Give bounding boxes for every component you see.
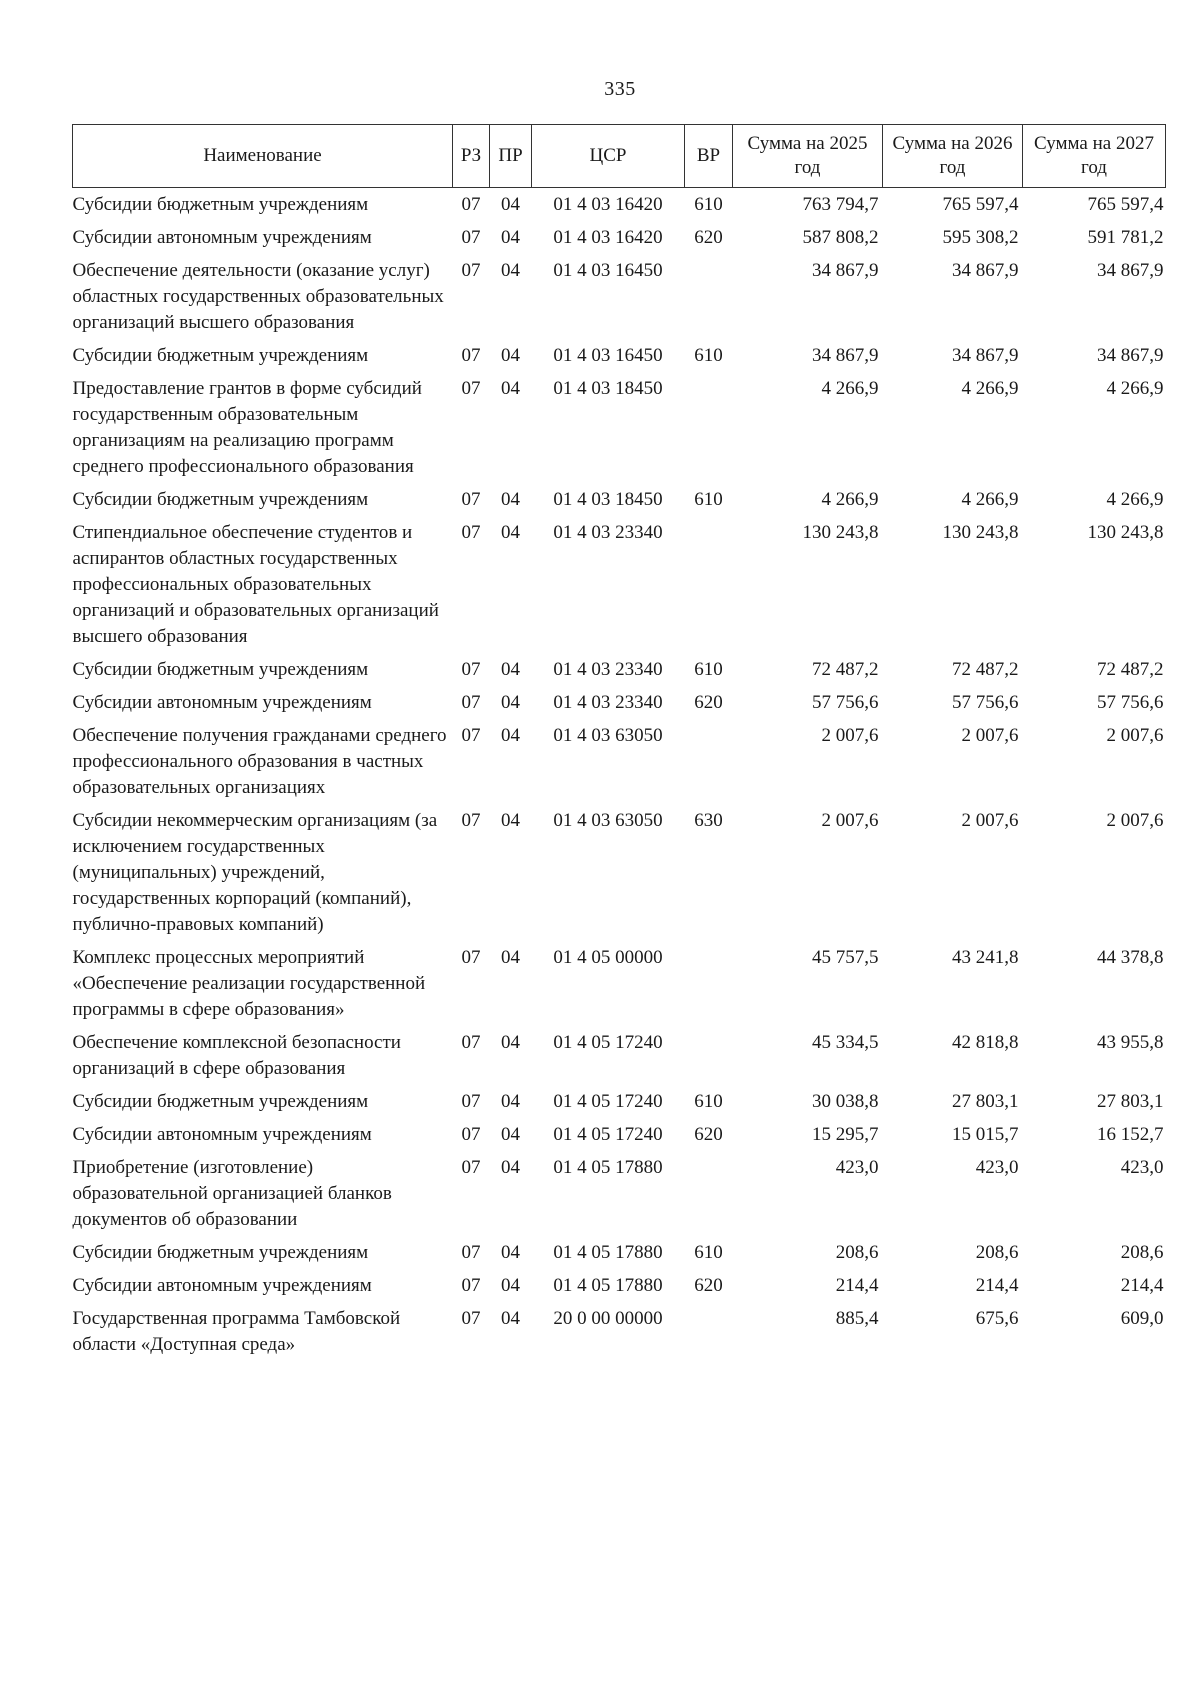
row-vr: 610 bbox=[694, 194, 723, 215]
row-pr: 04 bbox=[501, 194, 520, 215]
row-csr: 01 4 03 23340 bbox=[553, 522, 663, 543]
row-name: Обеспечение деятельности (оказание услуг) областных государственных образовательных организаций высшего образования bbox=[72, 260, 444, 333]
row-sum-2026: 34 867,9 bbox=[952, 345, 1019, 366]
row-sum-2027: 765 597,4 bbox=[1087, 194, 1164, 215]
row-sum-2026: 57 756,6 bbox=[952, 692, 1019, 713]
row-sum-2027: 208,6 bbox=[1120, 1242, 1164, 1263]
row-rz: 07 bbox=[461, 1157, 481, 1178]
header-sum-2025: Сумма на 2025 год bbox=[733, 125, 883, 188]
row-pr: 04 bbox=[501, 260, 520, 281]
row-rz: 07 bbox=[461, 810, 481, 831]
row-name: Субсидии бюджетным учреждениям bbox=[72, 345, 369, 366]
row-sum-2027: 43 955,8 bbox=[1097, 1032, 1164, 1053]
row-sum-2026: 214,4 bbox=[975, 1275, 1019, 1296]
row-csr: 01 4 03 63050 bbox=[553, 810, 663, 831]
row-vr bbox=[685, 1302, 733, 1361]
table-row bbox=[73, 339, 1166, 372]
row-vr bbox=[685, 719, 733, 804]
page-number: 335 bbox=[604, 78, 636, 100]
row-csr: 20 0 00 00000 bbox=[553, 1308, 663, 1329]
row-vr: 620 bbox=[694, 1275, 723, 1296]
row-sum-2025: 423,0 bbox=[835, 1157, 879, 1178]
row-vr: 610 bbox=[694, 489, 723, 510]
row-sum-2027: 2 007,6 bbox=[1106, 810, 1164, 831]
row-vr: 620 bbox=[694, 1124, 723, 1145]
row-sum-2025: 34 867,9 bbox=[812, 260, 879, 281]
row-sum-2027: 57 756,6 bbox=[1097, 692, 1164, 713]
table-row bbox=[73, 1236, 1166, 1269]
row-sum-2025: 763 794,7 bbox=[802, 194, 879, 215]
row-pr: 04 bbox=[501, 692, 520, 713]
table-row bbox=[73, 372, 1166, 483]
row-pr: 04 bbox=[501, 659, 520, 680]
row-rz: 07 bbox=[461, 194, 481, 215]
row-vr: 610 bbox=[694, 659, 723, 680]
row-sum-2025: 45 757,5 bbox=[812, 947, 879, 968]
row-sum-2027: 27 803,1 bbox=[1097, 1091, 1164, 1112]
row-rz: 07 bbox=[461, 489, 481, 510]
row-name: Обеспечение комплексной безопасности организаций в сфере образования bbox=[72, 1032, 401, 1079]
row-sum-2025: 57 756,6 bbox=[812, 692, 879, 713]
row-csr: 01 4 05 17880 bbox=[553, 1242, 663, 1263]
row-rz: 07 bbox=[461, 378, 481, 399]
row-pr: 04 bbox=[501, 1242, 520, 1263]
table-row bbox=[73, 1026, 1166, 1085]
row-vr bbox=[685, 1151, 733, 1236]
row-vr bbox=[685, 941, 733, 1026]
row-sum-2026: 130 243,8 bbox=[942, 522, 1019, 543]
header-csr: ЦСР bbox=[532, 125, 685, 188]
row-pr: 04 bbox=[501, 1275, 520, 1296]
table-row bbox=[73, 1151, 1166, 1236]
row-pr: 04 bbox=[501, 725, 520, 746]
table-row bbox=[73, 686, 1166, 719]
row-pr: 04 bbox=[501, 522, 520, 543]
row-sum-2027: 2 007,6 bbox=[1106, 725, 1164, 746]
table-row bbox=[73, 483, 1166, 516]
table-row bbox=[73, 516, 1166, 653]
row-csr: 01 4 05 17240 bbox=[553, 1091, 663, 1112]
row-sum-2027: 34 867,9 bbox=[1097, 345, 1164, 366]
row-name: Комплекс процессных мероприятий «Обеспечение реализации государственной программы в сфере образования» bbox=[72, 947, 426, 1020]
row-sum-2027: 423,0 bbox=[1120, 1157, 1164, 1178]
row-rz: 07 bbox=[461, 260, 481, 281]
table-row bbox=[73, 221, 1166, 254]
row-sum-2025: 45 334,5 bbox=[812, 1032, 879, 1053]
row-rz: 07 bbox=[461, 1032, 481, 1053]
row-pr: 04 bbox=[501, 1157, 520, 1178]
row-name: Субсидии бюджетным учреждениям bbox=[72, 194, 369, 215]
table-row bbox=[73, 1302, 1166, 1361]
row-vr: 620 bbox=[694, 227, 723, 248]
row-rz: 07 bbox=[461, 1242, 481, 1263]
row-sum-2027: 130 243,8 bbox=[1087, 522, 1164, 543]
row-sum-2026: 15 015,7 bbox=[952, 1124, 1019, 1145]
row-name: Стипендиальное обеспечение студентов и аспирантов областных государственных профессиональных образовательных организаций и образовательных организаций высшего образования bbox=[72, 522, 439, 647]
row-sum-2027: 214,4 bbox=[1120, 1275, 1164, 1296]
row-name: Субсидии автономным учреждениям bbox=[72, 227, 372, 248]
header-sum-2026: Сумма на 2026 год bbox=[883, 125, 1023, 188]
header-vr: ВР bbox=[685, 125, 733, 188]
header-row bbox=[73, 125, 1166, 188]
row-vr: 630 bbox=[694, 810, 723, 831]
row-rz: 07 bbox=[461, 659, 481, 680]
row-rz: 07 bbox=[461, 1124, 481, 1145]
row-pr: 04 bbox=[501, 1124, 520, 1145]
row-pr: 04 bbox=[501, 1091, 520, 1112]
row-rz: 07 bbox=[461, 345, 481, 366]
row-sum-2025: 34 867,9 bbox=[812, 345, 879, 366]
header-sum-2027: Сумма на 2027 год bbox=[1023, 125, 1166, 188]
row-pr: 04 bbox=[501, 489, 520, 510]
row-name: Приобретение (изготовление) образовательной организацией бланков документов об образовании bbox=[72, 1157, 392, 1230]
row-vr bbox=[685, 516, 733, 653]
row-pr: 04 bbox=[501, 378, 520, 399]
row-sum-2027: 44 378,8 bbox=[1097, 947, 1164, 968]
row-pr: 04 bbox=[501, 345, 520, 366]
row-name: Субсидии бюджетным учреждениям bbox=[72, 489, 369, 510]
row-sum-2026: 4 266,9 bbox=[961, 378, 1019, 399]
row-sum-2025: 72 487,2 bbox=[812, 659, 879, 680]
row-csr: 01 4 03 18450 bbox=[553, 378, 663, 399]
row-sum-2025: 130 243,8 bbox=[802, 522, 879, 543]
row-vr: 610 bbox=[694, 1242, 723, 1263]
table-row bbox=[73, 254, 1166, 339]
row-vr: 610 bbox=[694, 1091, 723, 1112]
row-csr: 01 4 03 23340 bbox=[553, 659, 663, 680]
row-pr: 04 bbox=[501, 947, 520, 968]
row-name: Субсидии автономным учреждениям bbox=[72, 1124, 372, 1145]
table-row bbox=[73, 941, 1166, 1026]
row-vr bbox=[685, 1026, 733, 1085]
table-row bbox=[73, 804, 1166, 941]
row-sum-2026: 34 867,9 bbox=[952, 260, 1019, 281]
row-rz: 07 bbox=[461, 692, 481, 713]
row-sum-2026: 27 803,1 bbox=[952, 1091, 1019, 1112]
row-vr: 610 bbox=[694, 345, 723, 366]
row-sum-2025: 2 007,6 bbox=[821, 725, 879, 746]
row-csr: 01 4 05 00000 bbox=[553, 947, 663, 968]
row-sum-2025: 885,4 bbox=[835, 1308, 879, 1329]
row-name: Субсидии некоммерческим организациям (за исключением государственных (муниципальных) учреждений, государственных корпораций (компаний), публично-правовых компаний) bbox=[72, 810, 438, 935]
row-sum-2026: 765 597,4 bbox=[942, 194, 1019, 215]
row-rz: 07 bbox=[461, 1275, 481, 1296]
row-vr: 620 bbox=[694, 692, 723, 713]
row-csr: 01 4 03 16420 bbox=[553, 227, 663, 248]
row-sum-2026: 42 818,8 bbox=[952, 1032, 1019, 1053]
table-row bbox=[73, 188, 1166, 222]
row-rz: 07 bbox=[461, 947, 481, 968]
row-sum-2026: 4 266,9 bbox=[961, 489, 1019, 510]
table-row bbox=[73, 1269, 1166, 1302]
row-name: Субсидии бюджетным учреждениям bbox=[72, 1091, 369, 1112]
row-sum-2025: 2 007,6 bbox=[821, 810, 879, 831]
row-sum-2025: 4 266,9 bbox=[821, 489, 879, 510]
row-name: Обеспечение получения гражданами среднего профессионального образования в частных образовательных организациях bbox=[72, 725, 447, 798]
row-csr: 01 4 03 18450 bbox=[553, 489, 663, 510]
row-sum-2027: 34 867,9 bbox=[1097, 260, 1164, 281]
row-csr: 01 4 05 17240 bbox=[553, 1124, 663, 1145]
row-sum-2025: 214,4 bbox=[835, 1275, 879, 1296]
row-csr: 01 4 05 17880 bbox=[553, 1275, 663, 1296]
row-sum-2025: 587 808,2 bbox=[802, 227, 879, 248]
row-sum-2027: 72 487,2 bbox=[1097, 659, 1164, 680]
row-vr bbox=[685, 372, 733, 483]
table-body bbox=[73, 188, 1166, 1362]
row-name: Субсидии бюджетным учреждениям bbox=[72, 659, 369, 680]
row-rz: 07 bbox=[461, 1091, 481, 1112]
row-sum-2025: 30 038,8 bbox=[812, 1091, 879, 1112]
row-csr: 01 4 05 17240 bbox=[553, 1032, 663, 1053]
row-rz: 07 bbox=[461, 522, 481, 543]
row-name: Субсидии автономным учреждениям bbox=[72, 692, 372, 713]
row-vr bbox=[685, 254, 733, 339]
row-sum-2026: 675,6 bbox=[975, 1308, 1019, 1329]
row-sum-2026: 595 308,2 bbox=[942, 227, 1019, 248]
row-sum-2026: 43 241,8 bbox=[952, 947, 1019, 968]
row-csr: 01 4 03 63050 bbox=[553, 725, 663, 746]
row-rz: 07 bbox=[461, 227, 481, 248]
budget-table bbox=[72, 124, 1166, 1361]
row-name: Предоставление грантов в форме субсидий государственным образовательным организациям на реализацию программ среднего профессионального образования bbox=[72, 378, 422, 477]
row-sum-2026: 2 007,6 bbox=[961, 810, 1019, 831]
table-row bbox=[73, 1085, 1166, 1118]
table-row bbox=[73, 653, 1166, 686]
table-header bbox=[73, 125, 1166, 188]
row-pr: 04 bbox=[501, 1308, 520, 1329]
row-sum-2027: 16 152,7 bbox=[1097, 1124, 1164, 1145]
row-pr: 04 bbox=[501, 810, 520, 831]
row-sum-2026: 72 487,2 bbox=[952, 659, 1019, 680]
row-sum-2025: 15 295,7 bbox=[812, 1124, 879, 1145]
row-sum-2027: 609,0 bbox=[1120, 1308, 1164, 1329]
header-name: Наименование bbox=[73, 125, 453, 188]
header-pr: ПР bbox=[490, 125, 532, 188]
row-csr: 01 4 05 17880 bbox=[553, 1157, 663, 1178]
row-rz: 07 bbox=[461, 1308, 481, 1329]
row-sum-2025: 4 266,9 bbox=[821, 378, 879, 399]
row-csr: 01 4 03 16420 bbox=[553, 194, 663, 215]
row-csr: 01 4 03 16450 bbox=[553, 260, 663, 281]
table-row bbox=[73, 1118, 1166, 1151]
row-sum-2026: 208,6 bbox=[975, 1242, 1019, 1263]
row-name: Субсидии автономным учреждениям bbox=[72, 1275, 372, 1296]
row-pr: 04 bbox=[501, 1032, 520, 1053]
row-rz: 07 bbox=[461, 725, 481, 746]
row-name: Государственная программа Тамбовской области «Доступная среда» bbox=[72, 1308, 401, 1355]
row-pr: 04 bbox=[501, 227, 520, 248]
row-sum-2025: 208,6 bbox=[835, 1242, 879, 1263]
row-csr: 01 4 03 16450 bbox=[553, 345, 663, 366]
row-sum-2026: 423,0 bbox=[975, 1157, 1019, 1178]
table-row bbox=[73, 719, 1166, 804]
row-sum-2027: 4 266,9 bbox=[1106, 378, 1164, 399]
row-sum-2027: 591 781,2 bbox=[1087, 227, 1164, 248]
row-sum-2026: 2 007,6 bbox=[961, 725, 1019, 746]
row-sum-2027: 4 266,9 bbox=[1106, 489, 1164, 510]
row-name: Субсидии бюджетным учреждениям bbox=[72, 1242, 369, 1263]
header-rz: РЗ bbox=[453, 125, 490, 188]
row-csr: 01 4 03 23340 bbox=[553, 692, 663, 713]
